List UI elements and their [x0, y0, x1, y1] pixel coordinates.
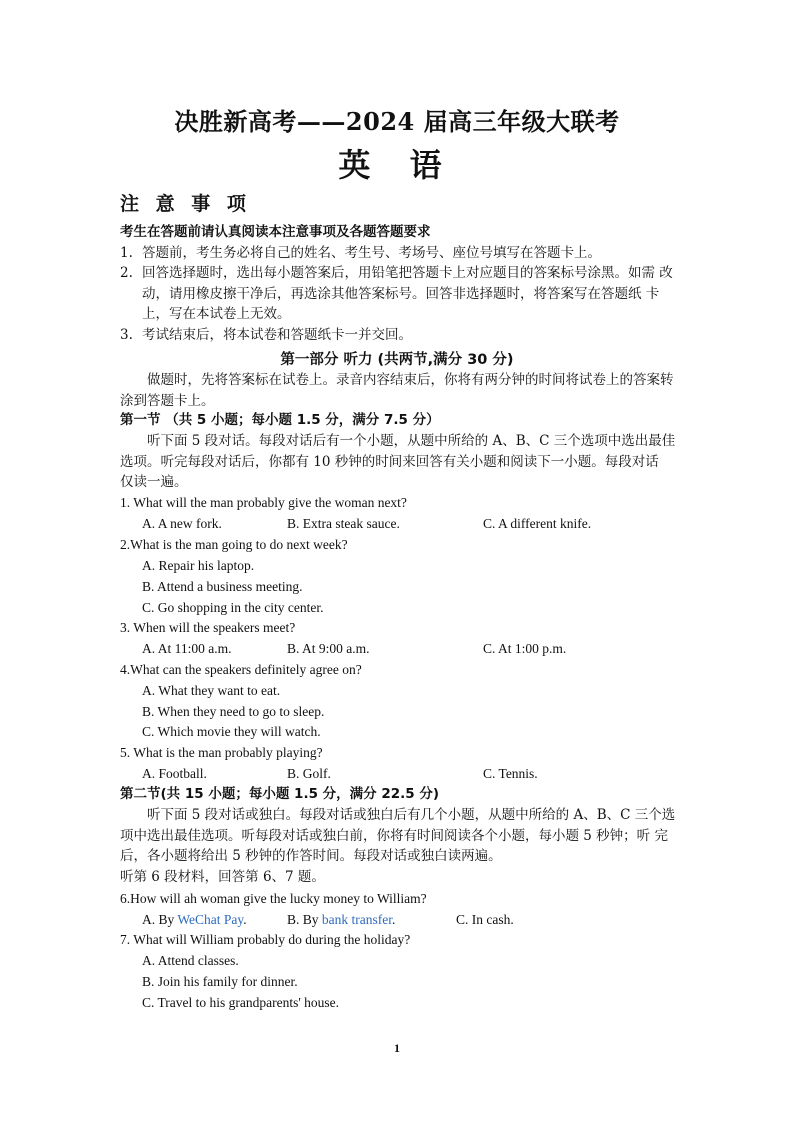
- question-stem: 3. When will the speakers meet?: [120, 620, 296, 635]
- section1-directions: 听下面 5 段对话。每段对话后有一个小题，从题中所给的 A、B、C 三个选项中选出最佳 选项。听完每段对话后，你都有 10 秒钟的时间来回答有关小题和阅读下一小题。每段对话 仅读一遍。: [120, 433, 676, 490]
- option-prefix: B. By: [287, 912, 322, 927]
- question-stem: 6.How will ah woman give the lucky money to William?: [120, 891, 427, 906]
- question-stem: 5. What is the man probably playing?: [120, 745, 323, 760]
- option-b: B. Attend a business meeting.: [142, 579, 303, 594]
- page-number: 1: [394, 1041, 400, 1055]
- option-a: A. What they want to eat.: [142, 683, 281, 698]
- question-stem: 1. What will the man probably give the woman next?: [120, 495, 407, 510]
- question-stem: 7. What will William probably do during the holiday?: [120, 932, 411, 947]
- wechat-pay-link[interactable]: WeChat Pay: [177, 912, 244, 927]
- option-b: B. Extra steak sauce.: [287, 516, 400, 531]
- option-c: C. In cash.: [456, 912, 514, 927]
- option-c: C. Tennis.: [483, 766, 538, 781]
- option-a: A. Football.: [142, 766, 207, 781]
- option-b: B. Golf.: [287, 766, 331, 781]
- option-b: [287, 910, 395, 931]
- bank-transfer-link[interactable]: bank transfer: [321, 912, 392, 927]
- option-c: C. Go shopping in the city center.: [142, 600, 324, 615]
- notice-item: [120, 325, 676, 346]
- notice-item: [120, 263, 676, 325]
- option-c: C. Travel to his grandparents' house.: [142, 995, 340, 1010]
- material-note: 听第 6 段材料，回答第 6、7 题。: [120, 869, 325, 885]
- option-suffix: .: [243, 912, 247, 927]
- option-a: [142, 910, 247, 931]
- section2-heading: 第二节(共 15 小题；每小题 1.5 分，满分 22.5 分): [120, 786, 440, 802]
- option-a: A. Repair his laptop.: [142, 558, 255, 573]
- question-stem: 4.What can the speakers definitely agree on?: [120, 662, 362, 677]
- option-suffix: .: [392, 912, 396, 927]
- option-c: C. At 1:00 p.m.: [483, 641, 567, 656]
- option-a: A. At 11:00 a.m.: [142, 641, 232, 656]
- exam-title: 决胜新高考——2024 届高三年级大联考: [174, 107, 620, 136]
- option-prefix: A. By: [142, 912, 178, 927]
- option-b: B. At 9:00 a.m.: [287, 641, 370, 656]
- notice-item-number: 1.: [120, 244, 133, 261]
- option-a: A. A new fork.: [142, 516, 222, 531]
- notice-instruction: 考生在答题前请认真阅读本注意事项及各题答题要求: [120, 224, 431, 240]
- notice-item-number: 2.: [120, 265, 133, 281]
- part1-intro: 做题时，先将答案标在试卷上。录音内容结束后，你将有两分钟的时间将试卷上的答案转涂到答题卡上。: [120, 372, 674, 409]
- notice-item-number: 3.: [120, 326, 133, 343]
- section2-directions: 听下面 5 段对话或独白。每段对话或独白后有几个小题，从题中所给的 A、B、C 三个选项中选出最佳选项。听每段对话或独白前，你将有时间阅读各个小题，每小题 5 秒钟；听 完后，各小题将给出 5 秒钟的作答时间。每段对话或独白读两遍。: [120, 807, 676, 864]
- option-b: B. When they need to go to sleep.: [142, 704, 325, 719]
- option-a: A. Attend classes.: [142, 953, 239, 968]
- section1-heading: 第一节 （共 5 小题；每小题 1.5 分，满分 7.5 分）: [120, 412, 440, 428]
- notice-item-text: 回答选择题时，选出每小题答案后，用铅笔把答题卡上对应题目的答案标号涂黑。如需 改动，请用橡皮擦干净后，再选涂其他答案标号。回答非选择题时，将答案写在答题纸 卡上，写在本试卷上无效。: [142, 265, 673, 322]
- notice-item-text: 答题前，考生务必将自己的姓名、考生号、考场号、座位号填写在答题卡上。: [142, 244, 601, 261]
- notice-block: [120, 222, 676, 345]
- option-c: C. Which movie they will watch.: [142, 724, 321, 739]
- notice-heading: 注 意 事 项: [120, 193, 251, 215]
- notice-item: [120, 243, 676, 264]
- subject-title: 英 语: [338, 146, 456, 184]
- notice-item-text: 考试结束后，将本试卷和答题纸卡一并交回。: [142, 326, 412, 343]
- option-b: B. Join his family for dinner.: [142, 974, 298, 989]
- option-c: C. A different knife.: [483, 516, 592, 531]
- part1-heading: 第一部分 听力 (共两节,满分 30 分): [280, 352, 514, 368]
- question-stem: 2.What is the man going to do next week?: [120, 537, 348, 552]
